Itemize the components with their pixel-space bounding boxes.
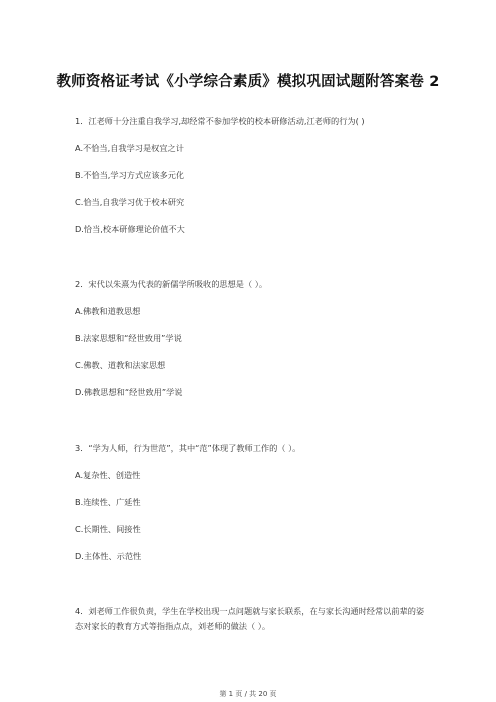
question-1-option-a: A.不恰当,自我学习是权宜之计 xyxy=(75,143,184,153)
question-1-option-b: B.不恰当,学习方式应该多元化 xyxy=(75,170,185,180)
question-2-option-b: B.法家思想和“经世致用”学说 xyxy=(75,333,182,343)
question-3-option-c: C.长期性、间接性 xyxy=(75,524,141,534)
question-1-stem: 1．江老师十分注重自我学习,却经常不参加学校的校本研修活动,江老师的行为( ) xyxy=(75,116,365,126)
question-2-option-c: C.佛教、道教和法家思想 xyxy=(75,360,166,370)
question-2-option-a: A.佛教和道教思想 xyxy=(75,306,141,316)
question-3-option-d: D.主体性、示范性 xyxy=(75,551,142,561)
document-title: 教师资格证考试《小学综合素质》模拟巩固试题附答案卷 2 xyxy=(56,74,440,90)
question-1-option-d: D.恰当,校本研修理论价值不大 xyxy=(75,224,185,234)
question-3-stem: 3．“学为人师，行为世范”，其中“范”体现了教师工作的（ ）。 xyxy=(75,443,301,453)
question-3-option-b: B.连续性、广延性 xyxy=(75,497,141,507)
page-footer: 第 1 页 / 共 20 页 xyxy=(219,690,277,698)
question-2-option-d: D.佛教思想和“经世致用”学说 xyxy=(75,387,183,397)
question-4-stem: 4．刘老师工作很负责，学生在学校出现一点问题就与家长联系，在与家长沟通时经常以前辈的姿态对家长的教育方式等指指点点，刘老师的做法（ ）。 xyxy=(75,606,425,631)
question-3-option-a: A.复杂性、创造性 xyxy=(75,470,141,480)
question-1-option-c: C.恰当,自我学习优于校本研究 xyxy=(75,197,185,207)
question-2-stem: 2．宋代以朱熹为代表的新儒学所吸收的思想是（ ）。 xyxy=(75,279,268,289)
